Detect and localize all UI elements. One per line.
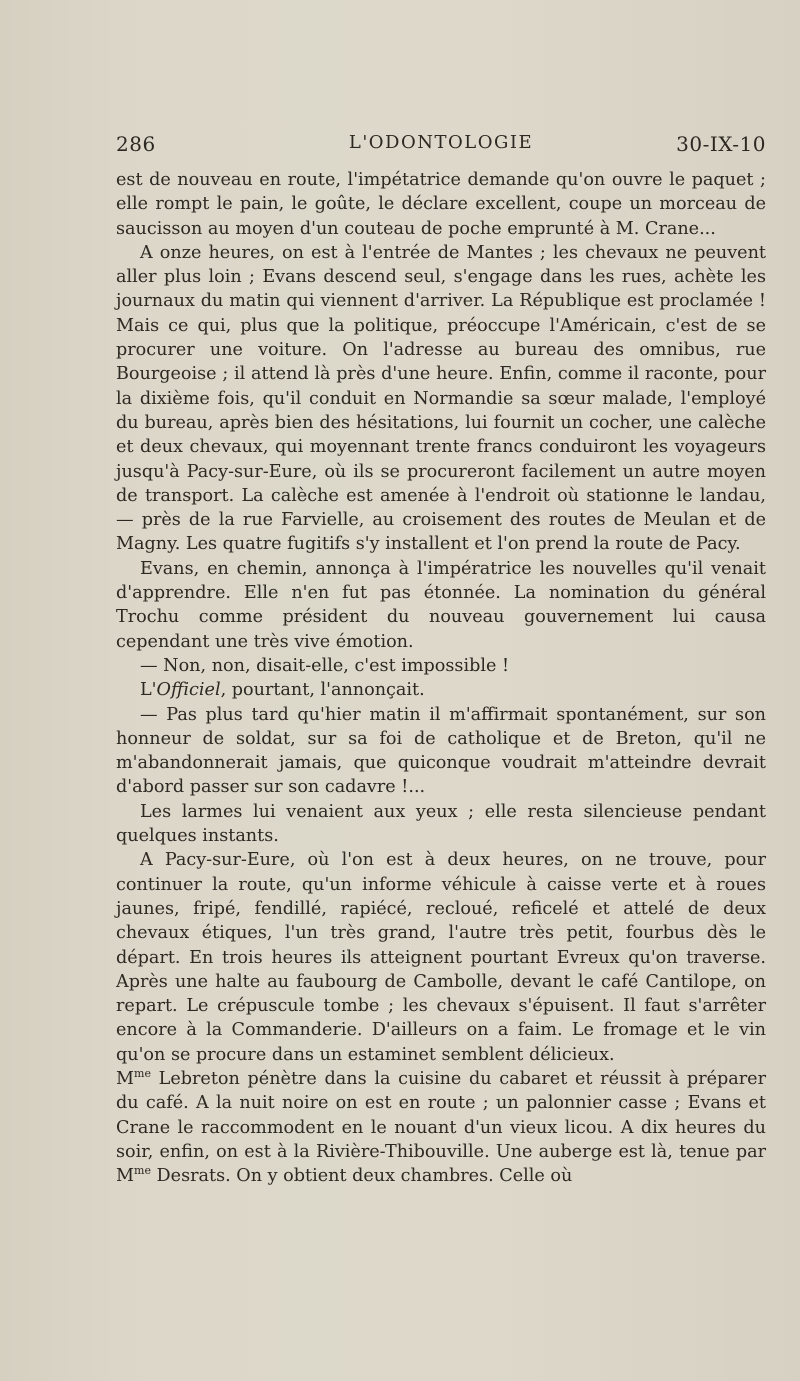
paragraph: A onze heures, on est à l'entrée de Mantes ; les chevaux ne peuvent aller plus loin ; Evans descend seul, s'engage dans les rues, achète les journaux du matin qui viennent d'arriver. La République est proclamée ! Mais ce qui, plus que la politique, préoccupe l'Américain, c'est de se procurer une voiture. On l'adresse au bureau des omnibus, rue Bourgeoise ; il attend là près d'une heure. Enfin, comme il raconte, pour la dixième fois, qu'il conduit en Normandie sa sœur malade, l'employé du bureau, après bien des hésitations, lui fournit un cocher, une calèche et deux chevaux, qui moyennant trente francs conduiront les voyageurs jusqu'à Pacy-sur-Eure, où ils se procureront facilement un autre moyen de transport. La calèche est amenée à l'endroit où stationne le landau, — près de la rue Farvielle, au croisement des routes de Meulan et de Magny. Les quatre fugitifs s'y installent et l'on prend la route de Pacy. [116,242,766,555]
running-header [116,132,766,160]
mme-abbrev: M [116,1068,135,1089]
page-number: 286 [116,132,156,156]
mme-superscript: me [134,1067,151,1081]
paragraph: — Non, non, disait-elle, c'est impossible ! [140,655,510,676]
body-text [116,168,766,1188]
mme-abbrev-2: M [116,1166,135,1187]
lebreton-text: Lebreton pénètre dans la cuisine du cabaret et réussit à préparer du café. A la nuit noire on est en route ; un palonnier casse ; Evans et Crane le raccommodent en le nouant d'un vieux licou. A dix heures du soir, enfin, on est à la Rivière-Thibouville. Une auberge est là, tenue par [116,1068,766,1162]
mme-superscript-2: me [134,1164,151,1178]
officiel-prefix: L' [140,680,157,701]
officiel-title: Officiel [156,680,221,701]
paragraph: Les larmes lui venaient aux yeux ; elle resta silencieuse pendant quelques instants. [116,801,766,847]
paragraph: A Pacy-sur-Eure, où l'on est à deux heures, on ne trouve, pour continuer la route, qu'un informe véhicule à caisse verte et à roues jaunes, fripé, fendillé, rapiécé, recloué, reficelé et attelé de deux chevaux étiques, l'un très grand, l'autre très petit, fourbus dès le départ. En trois heures ils atteignent pourtant Evreux qu'on traverse. Après une halte au faubourg de Cambolle, devant le café Cantilope, on repart. Le crépuscule tombe ; les chevaux s'épuisent. Il faut s'arrêter encore à la Commanderie. D'ailleurs on a faim. Le fromage et le vin qu'on se procure dans un estaminet semblent délicieux. [116,850,766,1065]
desrats-text: Desrats. On y obtient deux chambres. Celle où [150,1166,573,1187]
paragraph: — Pas plus tard qu'hier matin il m'affirmait spontanément, sur son honneur de soldat, sur sa foi de catholique et de Breton, qu'il ne m'abandonnerait jamais, que quiconque voudrait m'atteindre devrait d'abord passer sur son cadavre !... [116,704,766,798]
paragraph: Evans, en chemin, annonça à l'impératrice les nouvelles qu'il venait d'apprendre. Elle n'en fut pas étonnée. La nomination du général Trochu comme président du nouveau gouvernement lui causa cependant une très vive émotion. [116,558,766,652]
paragraph-lebreton [116,1067,766,1188]
officiel-rest: , pourtant, l'annonçait. [220,680,425,701]
issue-date: 30-IX-10 [676,132,766,156]
paragraph-officiel [116,678,766,702]
running-title: L'ODONTOLOGIE [348,132,534,153]
paragraph: est de nouveau en route, l'impétatrice demande qu'on ouvre le paquet ; elle rompt le pain, le goûte, le déclare excellent, coupe un morceau de saucisson au moyen d'un couteau de poche emprunté à M. Crane... [116,170,766,239]
